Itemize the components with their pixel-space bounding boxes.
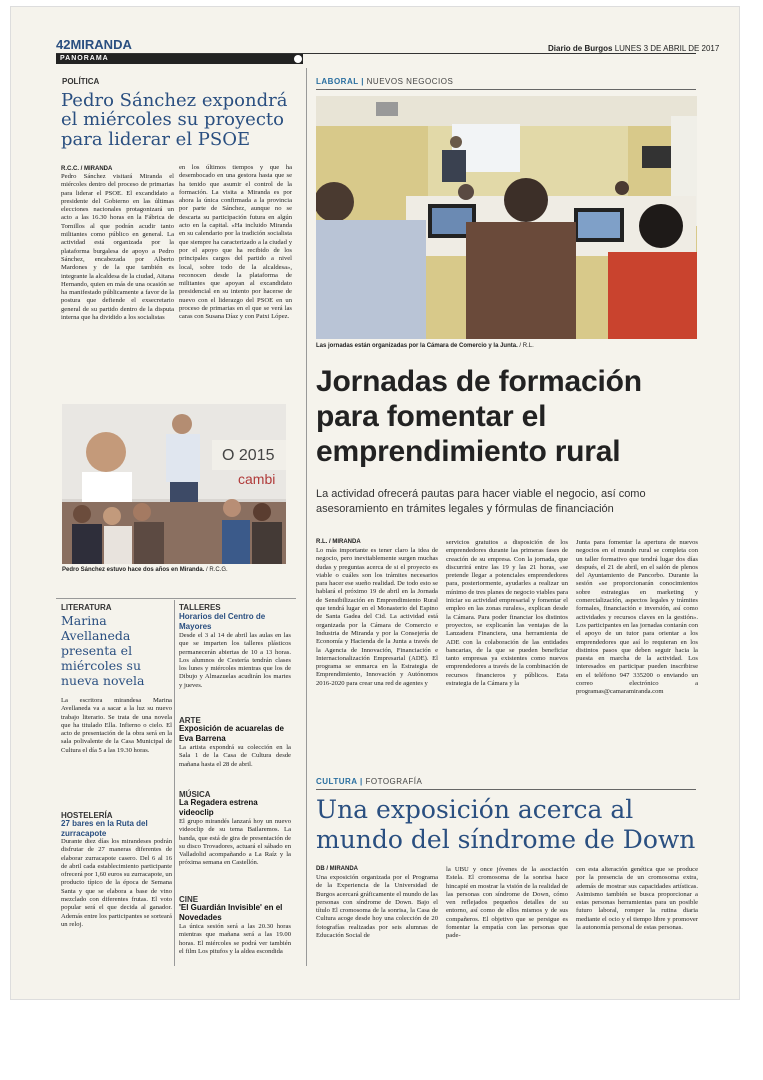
photo-illustration: [62, 404, 286, 564]
body-talleres: Desde el 3 al 14 de abril las aulas en las que se imparten los talleres plásticos permanecerán abiertas de 10 a 13 horas. Los alumnos de Cestería tendrán clases los lunes y miércoles mientras que los de Dibujo y Almazuelas acudirán los martes y jueves.: [179, 632, 291, 689]
body-musica: El grupo mirandés lanzará hoy un nuevo videoclip de su tema Bailaremos. La banda, que está de gira de presentación de su disco Trovadores, actuará el sábado en Valladolid acompañando a La Raíz y la próxima semana en Castellón.: [179, 818, 291, 867]
body-politica-col2: en los últimos tiempos y que ha desembocado en una gestora hasta que se ha tenido que asumir el control de la formación. La visita a Miranda es por ahora la única confirmada a la provincia por parte de Sánchez, aunque no se descarta su participación futura en algún acto en la capital. «Ha incluido Miranda en su calendario por la tradición socialista que siempre ha caracterizado a la ciudad y por el apoyo que ha recibido de los principales cargos del partido a nivel local, sobre todo de la alcaldesa», reconocen desde la plataforma de militantes que apoyan al excandidato presidencial en su intento por hacerse de nuevo con el liderazgo del PSOE en un proceso de primarias en el que se verá las caras con Susana Díaz y con Patxi López.: [179, 164, 292, 321]
svg-text:O 2015: O 2015: [222, 447, 275, 464]
section-tag-politica: POLÍTICA: [62, 77, 100, 86]
section-tag-musica: MÚSICA: [179, 790, 211, 799]
caption-text: Pedro Sánchez estuvo hace dos años en Miranda.: [62, 567, 205, 573]
masthead-info: [548, 44, 719, 53]
section-tag-literatura: LITERATURA: [61, 603, 112, 612]
body-cultura-col2: la UBU y once jóvenes de la asociación Estela. El cromosoma de la sonrisa hace hincapié en mostrar la visión de la realidad de las personas con síndrome de Down, cómo ven reflejados pequeños detalles de su entorno, así como de ellos mismos y de sus compañeros. El objetivo que se persigue es fomentar la empatía con las personas que pade-: [446, 866, 568, 940]
divider: [56, 598, 296, 599]
subheadline-laboral: La actividad ofrecerá pautas para hacer viable el negocio, así como asesoramiento en trámites legales y fórmulas de financiación: [316, 488, 646, 515]
section-tag-cine: CINE: [179, 895, 199, 904]
tag-cultura: CULTURA: [316, 777, 358, 786]
divider: [316, 89, 696, 90]
headline-hosteleria: 27 bares en la Ruta del zurracapote: [61, 819, 148, 838]
page-column-divider: [306, 68, 307, 966]
caption-credit: / R.L.: [519, 343, 534, 349]
body-hosteleria: Durante diez días los mirandeses podrán disfrutar de 27 maneras diferentes de elaborar zurracapote casero. Del 6 al 16 de abril cada establecimiento participante ofrecerá por 1,60 euros su zurracapote, un producto típico de la época de Semana Santa y que se elabora a base de vino mezclado con diferentes frutas. El voto popular será el que decida al ganador. Además entre los participantes se sorteará un reloj.: [61, 838, 172, 928]
section-tag-arte: ARTE: [179, 716, 201, 725]
headline-talleres: Horarios del Centro de Mayores: [179, 612, 266, 631]
caption-laboral: [316, 343, 534, 349]
divider: [316, 789, 696, 790]
issue-date: LUNES 3 DE ABRIL DE 2017: [614, 44, 720, 53]
subtag-cultura: FOTOGRAFÍA: [365, 777, 423, 786]
photo-illustration: [316, 96, 697, 339]
headline-literatura: Marina Avellaneda presenta el miércoles su nueva novela: [61, 613, 145, 688]
subtag-laboral: NUEVOS NEGOCIOS: [366, 77, 454, 86]
byline-cultura: DB / MIRANDA: [316, 866, 358, 872]
body-cultura-col1: Una exposición organizada por el Programa de la Experiencia de la Universidad de Burgos acercará gráficamente el mundo de las personas con síndrome de Down. Bajo el título El cromosoma de la sonrisa, la Casa de Cultura acoge desde hoy una colección de 20 fotografías realizadas por seis alumnas de Educación Social de: [316, 874, 438, 940]
photo-pedro-sanchez: [62, 404, 286, 564]
section-name: MIRANDA: [70, 37, 132, 52]
photo-jornadas: [316, 96, 697, 339]
panorama-bar: PANORAMA: [56, 54, 303, 64]
body-arte: La artista expondrá su colección en la Sala 1 de la Casa de Cultura desde mañana hasta el 28 de abril.: [179, 744, 291, 768]
byline-laboral: R.L. / MIRANDA: [316, 539, 361, 545]
caption-text: Las jornadas están organizadas por la Cámara de Comercio y la Junta.: [316, 343, 518, 349]
byline-politica: R.C.C. / MIRANDA: [61, 166, 113, 172]
headline-politica: Pedro Sánchez expondrá el miércoles su proyecto para liderar el PSOE: [61, 90, 288, 150]
column-divider: [174, 600, 175, 966]
section-tag-cultura: CULTURA | FOTOGRAFÍA: [316, 777, 423, 786]
caption-politica: [62, 567, 228, 573]
body-laboral-col1: Lo más importante es tener claro la idea de negocio, pero inevitablemente surgen muchas dudas y preguntas acerca de si el proyecto es viable o cuáles son los trámites necesarios para hacer ese sueño realidad. De todo esto se hablará el próximo 19 de abril en la Jornada de Sensibilización en Emprendimiento Rural que tendrá lugar en el Monasterio del Espino de Santa Gadea del Cid. La actividad está organizada por la Cámara de Comercio e Industria de Miranda y por la Consejería de Economía y Hacienda de la Junta a través de la Agencia de Innovación, Financiación e Internacionalización Empresarial (ADE). El programa se enmarca en la Estrategia de Emprendimiento, Innovación y Autónomos 2016-2020 para crear una red de agentes y: [316, 547, 438, 687]
body-laboral-col2: servicios gratuitos a disposición de los emprendedores durante las primeras fases de creación de su empresa. Con la jornada, que discurrirá entre las 19 y las 21 horas, «se pretende llegar a potenciales emprendedores para, posteriormente, ayudarles a realizar un mínimo de tres planes de negocio viables para iniciar su actividad empresarial y fomentar el empleo en las zonas rurales», explican desde la Cámara. Para poder financiar los distintos proyectos, se explicarán las ventajas de la Lanzadera Financiera, una herramienta de ADE con la colaboración de las entidades bancarias, de la que se pueden beneficiar tanto empresas ya existentes como nuevos emprendedores a través de la combinación de recursos financieros y públicos. Esta estrategia de la Cámara y la: [446, 539, 568, 688]
tag-laboral: LABORAL: [316, 77, 359, 86]
body-politica-col1: Pedro Sánchez visitará Miranda el miércoles dentro del proceso de primarias para liderar el PSOE. El excandidato a presidente del Gobierno en las últimas elecciones nacionales protagonizará un acto a las 16.30 horas en la Fábrica de Tornillos al que podrán acudir tanto militantes como público en general. La actividad está organizada por la plataforma burgalesa de apoyo a Pedro Sánchez, encabezada por Alberto Mardones y de la que también es integrante la alcaldesa de la ciudad, Aitana Hernando, quien en más de una ocasión se ha manifestado públicamente a favor de la postura que defiende el exsecretario general de su partido dentro de la disputa interna que ha dividido a los socialistas: [61, 173, 174, 322]
globe-icon: [294, 55, 302, 63]
body-literatura: La escritora mirandesa Marina Avellaneda va a sacar a la luz su nuevo trabajo literario. Se trata de una novela que ha titulado Ella. Infierno o cielo. El acto de presentación de la obra será en la sala polivalente de la Casa Municipal de Cultura el día 5 a las 19.30 horas.: [61, 697, 172, 754]
headline-cultura: Una exposición acerca al mundo del síndrome de Down: [316, 795, 696, 854]
headline-laboral: Jornadas de formación para fomentar el emprendimiento rural: [316, 365, 642, 468]
section-tag-talleres: TALLERES: [179, 603, 221, 612]
headline-musica: La Regadera estrena videoclip: [179, 798, 258, 817]
body-cultura-col3: cen esta alteración genética que se produce por la presencia de un cromosoma extra, además de mostrar sus capacidades artísticas. Asimismo también se busca proporcionar a estas personas herramientas para un posible futuro laboral, romper la rutina diaria mediante el ocio y el tiempo libre y promover la autonomía personal de estas personas.: [576, 866, 698, 932]
newspaper-name: Diario de Burgos: [548, 44, 613, 53]
section-tag-laboral: LABORAL | NUEVOS NEGOCIOS: [316, 77, 454, 86]
body-laboral-col3: Junta para fomentar la apertura de nuevos negocios en el mundo rural se completa con un taller formativo que tendrá lugar dos días después, el 21 de abril, en el salón de plenos del Ayuntamiento de Pancorbo. Durante la sesión «se proporcionarán conocimientos sobre estrategias en marketing y comercialización, aspectos legales y trámites formales, financiación e inversión, así como actividades y recursos claves en la gestión». Los participantes en las jornadas contarán con el apoyo de un tutor para orientar a los emprendedores que así lo requieran en los distintos pasos que deben seguir hacia la puesta en marcha de la actividad. Los interesados en participar pueden inscribirse en el teléfono 947 335200 o enviando un correo electrónico a programas@camaramiranda.com: [576, 539, 698, 696]
body-cine: La única sesión será a las 20.30 horas mientras que mañana será a las 19.00 horas. El miércoles se podrá ver también el film Los pitufos y la aldea escondida: [179, 923, 291, 955]
headline-arte: Exposición de acuarelas de Eva Barrena: [179, 724, 284, 743]
svg-text:cambi: cambi: [238, 471, 276, 487]
page-number: 42MIRANDA: [56, 37, 132, 52]
headline-cine: 'El Guardián Invisible' en el Novedades: [179, 903, 283, 922]
caption-credit: / R.C.G.: [206, 567, 228, 573]
section-tag-hosteleria: HOSTELERÍA: [61, 811, 113, 820]
